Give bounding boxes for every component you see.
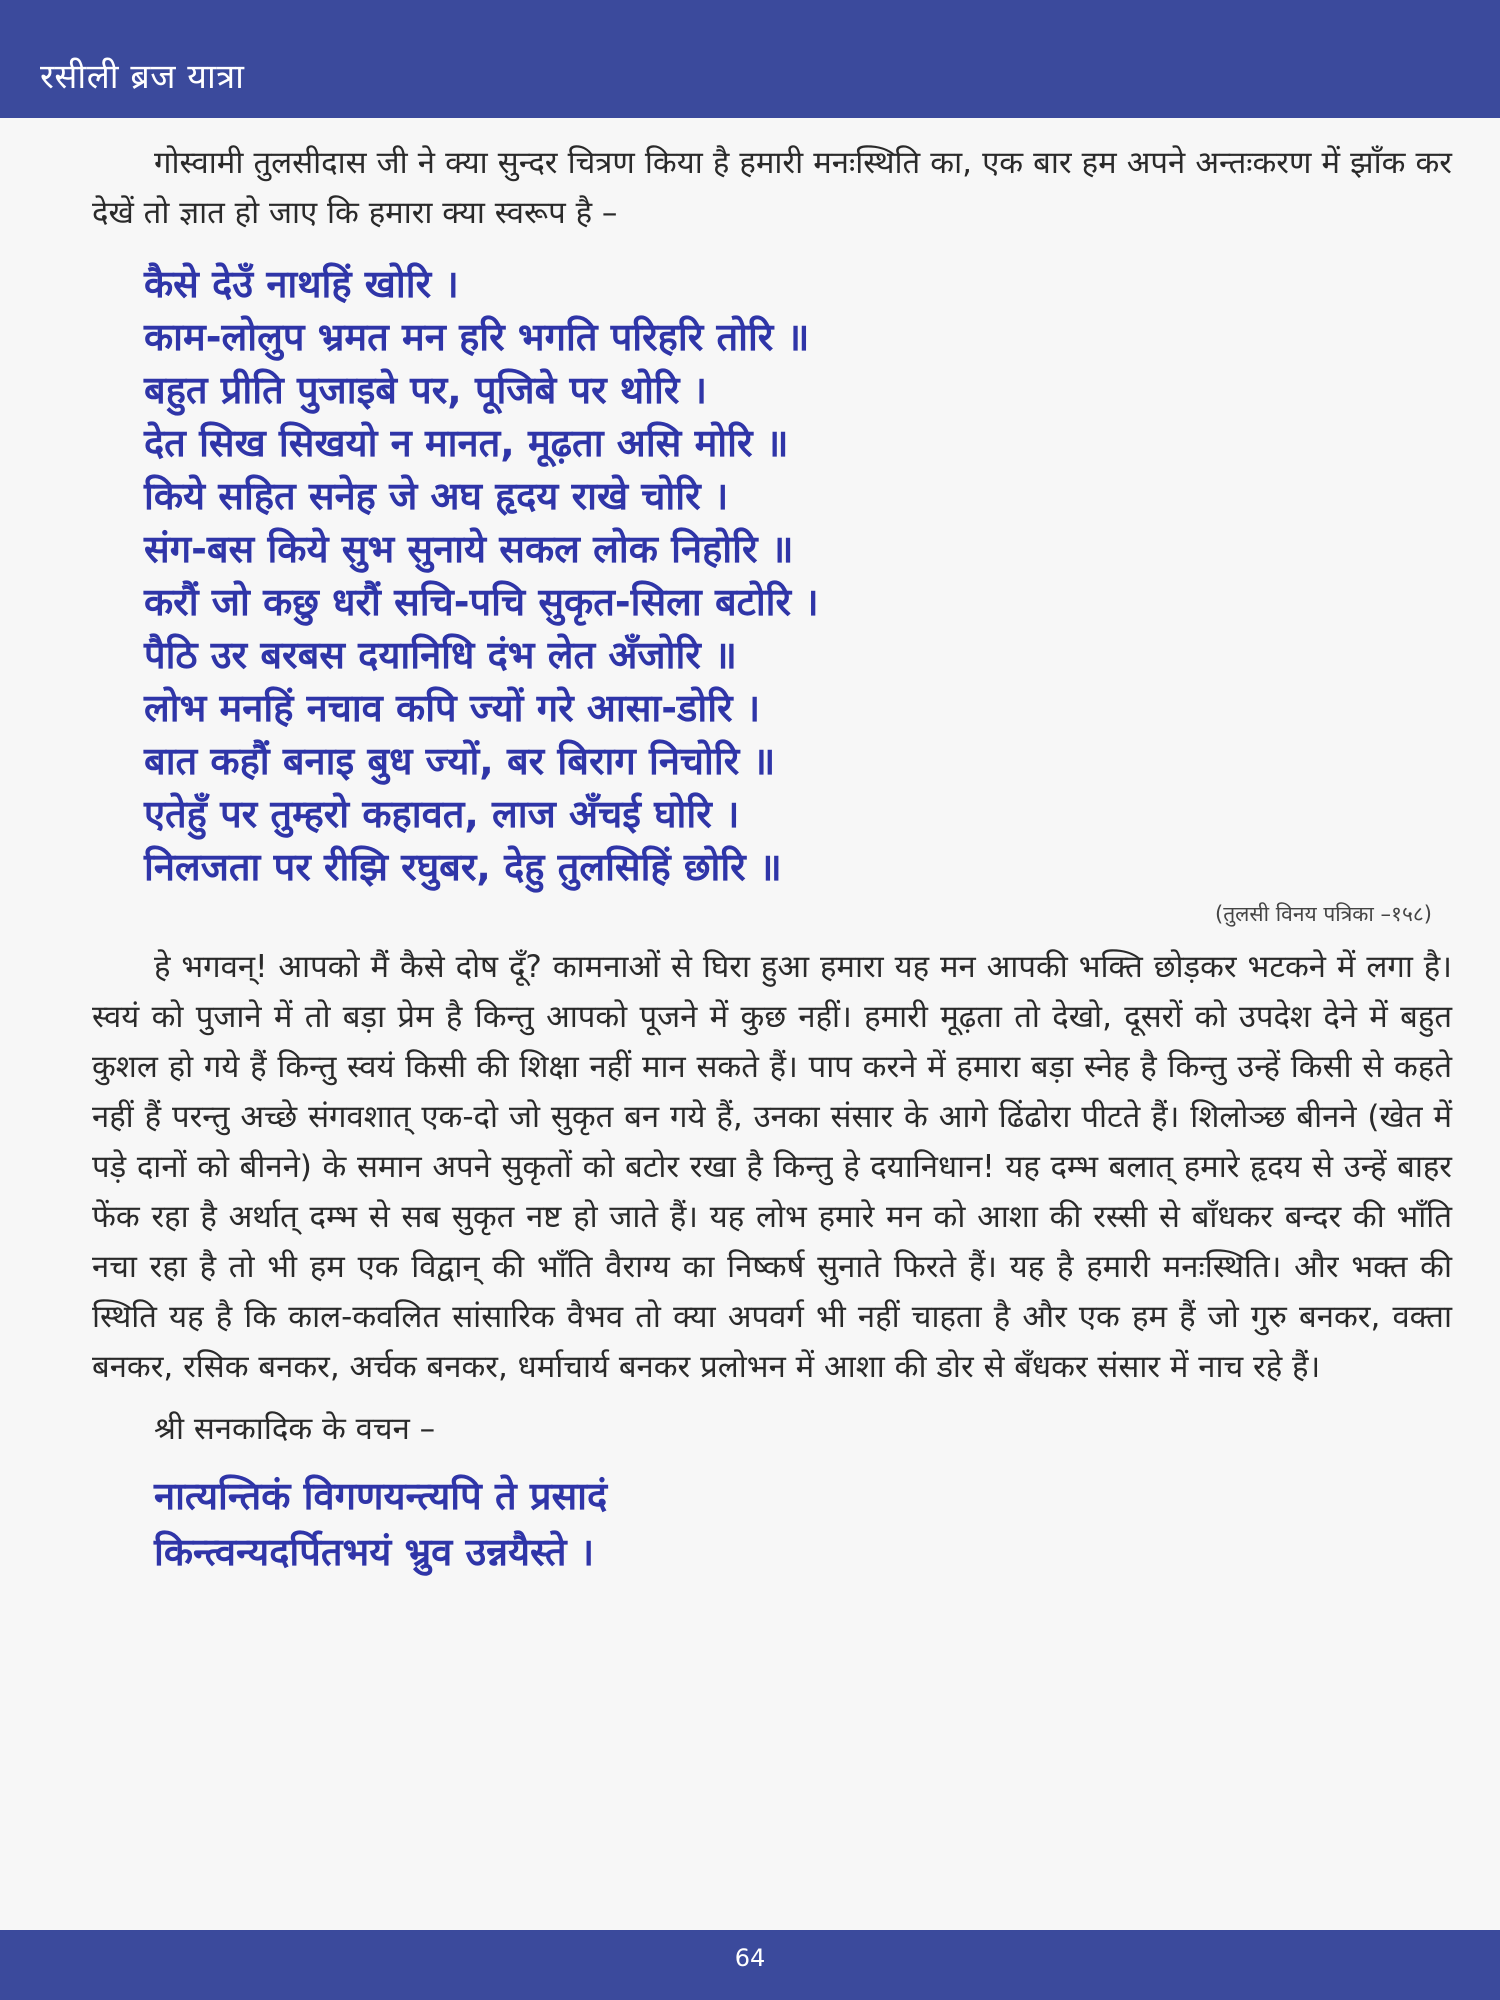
verse-citation: (तुलसी विनय पत्रिका –१५८) xyxy=(1215,902,1432,926)
verse-line: लोभ मनहिं नचाव कपि ज्यों गरे आसा-डोरि । xyxy=(144,686,761,730)
verse-line: काम-लोलुप भ्रमत मन हरि भगति परिहरि तोरि ॥ xyxy=(144,315,810,359)
verse-line: निलजता पर रीझि रघुबर, देहु तुलसिहिं छोरि ॥ xyxy=(144,845,782,889)
explanation-paragraph: हे भगवन्! आपको मैं कैसे दोष दूँ? कामनाओं से घिरा हुआ हमारा यह मन आपकी भक्ति छोड़कर भटकने में लगा है। स्वयं को पुजाने में तो बड़ा प्रेम है किन्तु आपको पूजने में कुछ नहीं। हमारी मूढ़ता तो देखो, दूसरों को उपदेश देने में बहुत कुशल हो गये हैं किन्तु स्वयं किसी की शिक्षा नहीं मान सकते हैं। पाप करने में हमारा बड़ा स्नेह है किन्तु उन्हें किसी से कहते नहीं हैं परन्तु अच्छे संगवशात् एक-दो जो सुकृत बन गये हैं, उनका संसार के आगे ढिंढोरा पीटते हैं। शिलोञ्छ बीनने (खेत में पड़े दानों को बीनने) के समान अपने सुकृतों को बटोर रखा है किन्तु हे दयानिधान! यह दम्भ बलात् हमारे हृदय से उन्हें बाहर फेंक रहा है अर्थात् दम्भ से सब सुकृत नष्ट हो जाते हैं। यह लोभ हमारे मन को आशा की रस्सी से बाँधकर बन्दर की भाँति नचा रहा है तो भी हम एक विद्वान् की भाँति वैराग्य का निष्कर्ष सुनाते फिरते हैं। यह है हमारी मनःस्थिति। और भक्त की स्थिति यह है कि काल-कवलित सांसारिक वैभव तो क्या अपवर्ग भी नहीं चाहता है और एक हम हैं जो गुरु बनकर, वक्ता बनकर, रसिक बनकर, अर्चक बनकर, धर्माचार्य बनकर प्रलोभन में आशा की डोर से बँधकर संसार में नाच रहे हैं। xyxy=(92,949,1452,1385)
verse-line: कैसे देउँ नाथहिं खोरि । xyxy=(144,262,459,306)
verse-line: करौं जो कछु धरौं सचि-पचि सुकृत-सिला बटोरि । xyxy=(144,580,819,624)
running-header-title: रसीली ब्रज यात्रा xyxy=(40,57,245,97)
verse-line: संग-बस किये सुभ सुनाये सकल लोक निहोरि ॥ xyxy=(144,527,794,571)
verse-line: बात कहौं बनाइ बुध ज्यों, बर बिराग निचोरि ॥ xyxy=(144,739,776,783)
page-content xyxy=(92,138,1452,1580)
verse-line: बहुत प्रीति पुजाइबे पर, पूजिबे पर थोरि । xyxy=(144,368,708,412)
verse-line: देत सिख सिखयो न मानत, मूढ़ता असि मोरि ॥ xyxy=(144,421,789,465)
sanskrit-verse xyxy=(154,1468,1452,1580)
sanskrit-line: किन्त्वन्यदर्पितभयं भ्रुव उन्नयैस्ते । xyxy=(154,1530,595,1574)
verse-block xyxy=(144,258,1144,894)
intro-paragraph: गोस्वामी तुलसीदास जी ने क्या सुन्दर चित्रण किया है हमारी मनःस्थिति का, एक बार हम अपने अन्तःकरण में झाँक कर देखें तो ज्ञात हो जाए कि हमारा क्या स्वरूप है – xyxy=(92,145,1452,231)
sanskrit-line: नात्यन्तिकं विगणयन्त्यपि ते प्रसादं xyxy=(154,1474,608,1518)
verse-line: पैठि उर बरबस दयानिधि दंभ लेत अँजोरि ॥ xyxy=(144,633,737,677)
verse-line: एतेहुँ पर तुम्हरो कहावत, लाज अँचई घोरि । xyxy=(144,792,740,836)
page-number: 64 xyxy=(734,1944,766,1972)
quote-intro: श्री सनकादिक के वचन – xyxy=(154,1411,436,1447)
verse-line: किये सहित सनेह जे अघ हृदय राखे चोरि । xyxy=(144,474,729,518)
